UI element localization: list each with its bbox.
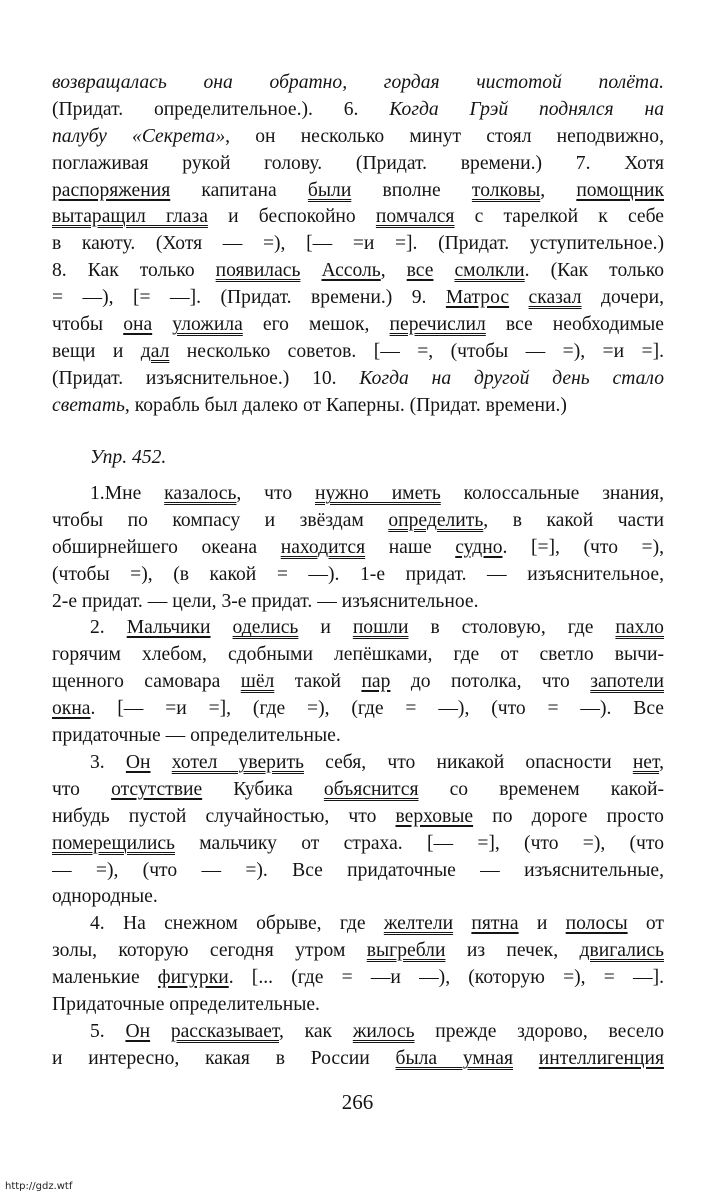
- predicate-underlined: помчался: [375, 206, 455, 228]
- text-run: 5.: [90, 1020, 126, 1042]
- text-run: золы, которую сегодня утром: [52, 940, 367, 962]
- text-run: и беспокойно: [207, 206, 376, 228]
- text-run: со временем какой-: [418, 778, 664, 800]
- example-sentence: возвращалась она обратно, гордая чистотой полёта.: [52, 72, 664, 93]
- text-run: в столовую, где: [408, 617, 616, 639]
- text-line: [52, 481, 664, 508]
- text-run: прежде здорово, весело: [414, 1020, 664, 1042]
- text-line: [52, 285, 664, 312]
- text-run: и интересно, какая в России: [52, 1047, 396, 1069]
- text-run: капитана: [170, 179, 308, 201]
- text-line: [52, 204, 664, 231]
- predicate-underlined: хотел уверить: [171, 751, 304, 773]
- text-line: [52, 669, 664, 696]
- text-line: [52, 1019, 664, 1046]
- text-run: мальчику от страха. [— =], (что =), (что: [174, 832, 664, 854]
- subject-underlined: фигурки: [157, 967, 229, 989]
- text-line: [52, 562, 664, 589]
- text-run: ,: [659, 751, 664, 773]
- text-line: [52, 884, 664, 911]
- text-line: [52, 312, 664, 339]
- predicate-underlined: померещились: [52, 832, 175, 854]
- text-run: [151, 752, 172, 773]
- example-sentence: палубу «Секрета»: [52, 125, 226, 147]
- text-run: 3.: [90, 751, 126, 773]
- predicate-underlined: жилось: [352, 1020, 415, 1042]
- text-run: , в какой части: [483, 509, 664, 531]
- text-run: себя, что никакой опасности: [303, 751, 633, 773]
- predicate-underlined: были: [307, 179, 352, 201]
- text-run: вещи и: [52, 340, 141, 362]
- text-line: [52, 1046, 664, 1073]
- text-run: поглаживая рукой голову. (Придат. времени.) 7. Хотя: [52, 152, 664, 174]
- predicate-underlined: нужно иметь: [314, 483, 441, 504]
- text-run: , что: [236, 483, 315, 504]
- subject-underlined: пятна: [471, 913, 519, 935]
- text-run: 8. Как только: [52, 260, 216, 282]
- predicate-underlined: пошли: [352, 617, 409, 639]
- text-line: [52, 642, 664, 669]
- text-run: , как: [279, 1020, 353, 1042]
- text-run: = —), [= —]. (Придат. времени.) 9.: [52, 287, 446, 309]
- text-run: чтобы: [52, 314, 124, 336]
- text-run: чтобы по компасу и звёздам: [52, 509, 389, 531]
- watermark-url: http://gdz.wtf: [5, 1181, 73, 1192]
- text-line: [52, 366, 664, 393]
- text-run: с тарелкой к себе: [454, 206, 664, 228]
- text-run: такой: [274, 671, 362, 693]
- text-line: [52, 258, 664, 285]
- subject-underlined: Мальчики: [126, 617, 211, 639]
- text-run: нибудь пустой случайностью, что: [52, 805, 396, 827]
- predicate-underlined: пахло: [615, 617, 664, 639]
- subject-underlined: судно: [455, 536, 503, 558]
- text-run: 2-е придат. — цели, 3-е придат. — изъяснительное.: [52, 590, 479, 612]
- text-run: [211, 617, 233, 638]
- text-line: [52, 831, 664, 858]
- predicate-underlined: объяснится: [323, 778, 419, 800]
- subject-underlined: Матрос: [445, 287, 510, 309]
- predicate-underlined: толковы: [471, 179, 541, 201]
- predicate-underlined: двигались: [579, 940, 664, 962]
- subject-underlined: отсутствие: [111, 778, 203, 800]
- predicate-underlined: смолкли: [454, 260, 525, 282]
- text-line: [52, 938, 664, 965]
- text-run: из печек,: [445, 940, 580, 962]
- predicate-underlined: уложила: [172, 314, 243, 336]
- text-line: [52, 858, 664, 885]
- predicate-underlined: определить: [388, 509, 484, 531]
- text-run: Кубика: [202, 778, 324, 800]
- text-run: ,: [380, 260, 407, 282]
- text-line: [52, 97, 664, 124]
- text-run: дочери,: [581, 287, 664, 309]
- subject-underlined: Он: [125, 751, 151, 773]
- text-run: по дороге просто: [473, 805, 664, 827]
- text-line: [52, 992, 664, 1019]
- text-run: . [— =и =], (где =), (где = —), (что = —). Все: [90, 698, 664, 720]
- text-line: [52, 178, 664, 205]
- text-run: и: [518, 913, 566, 935]
- example-sentence: Когда Грэй поднялся на: [389, 98, 664, 120]
- text-run: . (Как только: [524, 260, 664, 282]
- text-run: (Придат. определительное.). 6.: [52, 98, 390, 120]
- text-line: [52, 911, 664, 938]
- text-run: придаточные — определительные.: [52, 725, 341, 747]
- subject-underlined: помощник: [576, 179, 664, 201]
- subject-underlined: Он: [125, 1020, 151, 1042]
- text-run: несколько советов. [— =, (чтобы — =), =и =].: [169, 340, 664, 362]
- text-line: [52, 393, 664, 420]
- predicate-underlined: вытаращил глаза: [52, 206, 208, 228]
- predicate-underlined: находится: [280, 536, 366, 558]
- predicate-underlined: была умная: [395, 1047, 514, 1069]
- subject-underlined: она: [123, 314, 153, 336]
- example-sentence: Когда на другой день стало: [359, 367, 664, 389]
- predicate-underlined: оделись: [232, 617, 299, 639]
- text-run: [300, 260, 321, 281]
- text-run: вполне: [351, 179, 472, 201]
- text-run: все необходимые: [485, 314, 664, 336]
- text-run: до потолка, что: [390, 671, 591, 693]
- text-line: [52, 589, 664, 616]
- subject-underlined: интеллигенция: [538, 1047, 664, 1069]
- text-line: [52, 231, 664, 258]
- predicate-underlined: нет: [632, 751, 660, 773]
- text-line: [52, 70, 664, 97]
- text-run: , он несколько минут стоял неподвижно,: [225, 125, 664, 147]
- predicate-underlined: появилась: [215, 260, 301, 282]
- text-run: щенного самовара: [52, 671, 241, 693]
- text-line: [52, 535, 664, 562]
- text-line: [52, 965, 664, 992]
- predicate-underlined: сказал: [528, 287, 582, 309]
- text-line: [52, 339, 664, 366]
- predicate-underlined: шёл: [240, 671, 275, 693]
- answers-block-prev-exercise: [52, 70, 664, 420]
- text-run: [509, 287, 528, 308]
- text-run: [150, 1021, 171, 1042]
- text-line: [52, 723, 664, 750]
- text-run: [513, 1048, 539, 1069]
- text-line: [52, 151, 664, 178]
- text-run: . [=], (что =),: [502, 536, 664, 558]
- text-run: 1.Мне: [90, 483, 165, 504]
- text-run: . [... (где = —и —), (которую =), = —].: [228, 967, 664, 989]
- text-run: наше: [365, 536, 456, 558]
- predicate-underlined: рассказывает: [170, 1020, 279, 1042]
- predicate-underlined: желтели: [383, 913, 454, 935]
- text-run: [433, 260, 454, 281]
- predicate-underlined: казалось: [164, 483, 237, 504]
- text-run: , корабль был далеко от Каперны. (Придат. времени.): [124, 394, 567, 416]
- text-run: — =), (что — =). Все придаточные — изъяснительные,: [52, 859, 664, 881]
- predicate-underlined: дал: [140, 340, 170, 362]
- text-run: 2.: [90, 617, 127, 639]
- text-line: [52, 804, 664, 831]
- text-line: [52, 508, 664, 535]
- text-run: маленькие: [52, 967, 158, 989]
- text-run: [453, 913, 471, 934]
- text-run: [152, 314, 172, 335]
- text-run: его мешок,: [242, 314, 390, 336]
- text-run: горячим хлебом, сдобными лепёшками, где от светло вычи-: [52, 644, 664, 666]
- text-line: [52, 777, 664, 804]
- subject-underlined: все: [406, 260, 434, 282]
- text-run: в каюту. (Хотя — =), [— =и =]. (Придат. уступительное.): [52, 233, 664, 255]
- answers-block-exercise-452: [52, 481, 664, 1073]
- text-run: (чтобы =), (в какой = —). 1-е придат. — изъяснительное,: [52, 563, 664, 585]
- exercise-title: Упр. 452.: [90, 447, 167, 468]
- text-run: 4. На снежном обрыве, где: [90, 913, 384, 935]
- subject-underlined: пар: [361, 671, 391, 693]
- text-line: [52, 615, 664, 642]
- predicate-underlined: запотели: [590, 671, 664, 693]
- text-run: и: [298, 617, 353, 639]
- subject-underlined: Ассоль: [321, 260, 381, 282]
- text-run: (Придат. изъяснительное.) 10.: [52, 367, 360, 389]
- text-run: ,: [540, 179, 577, 201]
- text-run: однородные.: [52, 886, 158, 908]
- subject-underlined: распоряжения: [52, 179, 171, 201]
- predicate-underlined: перечислил: [389, 314, 486, 336]
- example-sentence: светать: [52, 394, 125, 416]
- text-run: Придаточные определительные.: [52, 993, 320, 1015]
- text-run: от: [627, 913, 664, 935]
- text-run: что: [52, 778, 112, 800]
- subject-underlined: верховые: [395, 805, 474, 827]
- subject-underlined: полосы: [565, 913, 628, 935]
- predicate-underlined: выгребли: [366, 940, 446, 962]
- text-run: обширнейшего океана: [52, 536, 281, 558]
- subject-underlined: окна: [52, 698, 91, 720]
- text-line: [52, 696, 664, 723]
- text-run: колоссальные знания,: [440, 483, 664, 504]
- text-line: [52, 124, 664, 151]
- text-line: [52, 750, 664, 777]
- page-number: 266: [341, 1090, 374, 1114]
